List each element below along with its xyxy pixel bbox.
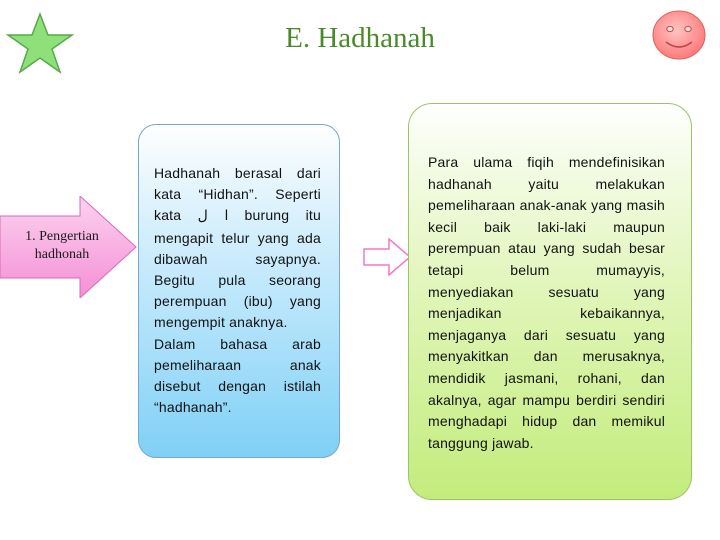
- pointer-label-line2: hadhonah: [34, 247, 90, 262]
- definition-paragraph-1: [154, 163, 321, 334]
- pointer-label-line1: 1. Pengertian: [25, 229, 99, 244]
- arabic-word: ا ل: [197, 208, 229, 225]
- definition-intro: Hadhanah berasal dari kata “Hidhan”. Seperti kata: [154, 165, 321, 224]
- definition-text: [154, 163, 321, 418]
- pointer-label: [4, 228, 120, 264]
- right-arrow-icon: [363, 238, 411, 276]
- definition-after-arabic: burung itu mengapit telur yang ada dibawah sayapnya. Begitu pula seorang perempuan (ibu) yang mengempit anaknya.: [154, 207, 321, 331]
- page-title: E. Hadhanah: [285, 22, 435, 54]
- definition-paragraph-2: Dalam bahasa arab pemeliharaan anak disebut dengan istilah “hadhanah”.: [154, 335, 321, 416]
- ulama-definition-text: Para ulama fiqih mendefinisikan hadhanah yaitu melakukan pemeliharaan anak-anak yang masih kecil baik laki-laki maupun perempuan atau yang sudah besar tetapi belum mumayyis, menyediakan sesuatu yang menjadikan kebaikannya, menjaganya dari sesuatu yang menyakitkan dan merusaknya, mendidik jasmani, rohani, dan akalnya, agar mampu berdiri sendiri menghadapi hidup dan memikul tanggung jawab.: [428, 154, 665, 451]
